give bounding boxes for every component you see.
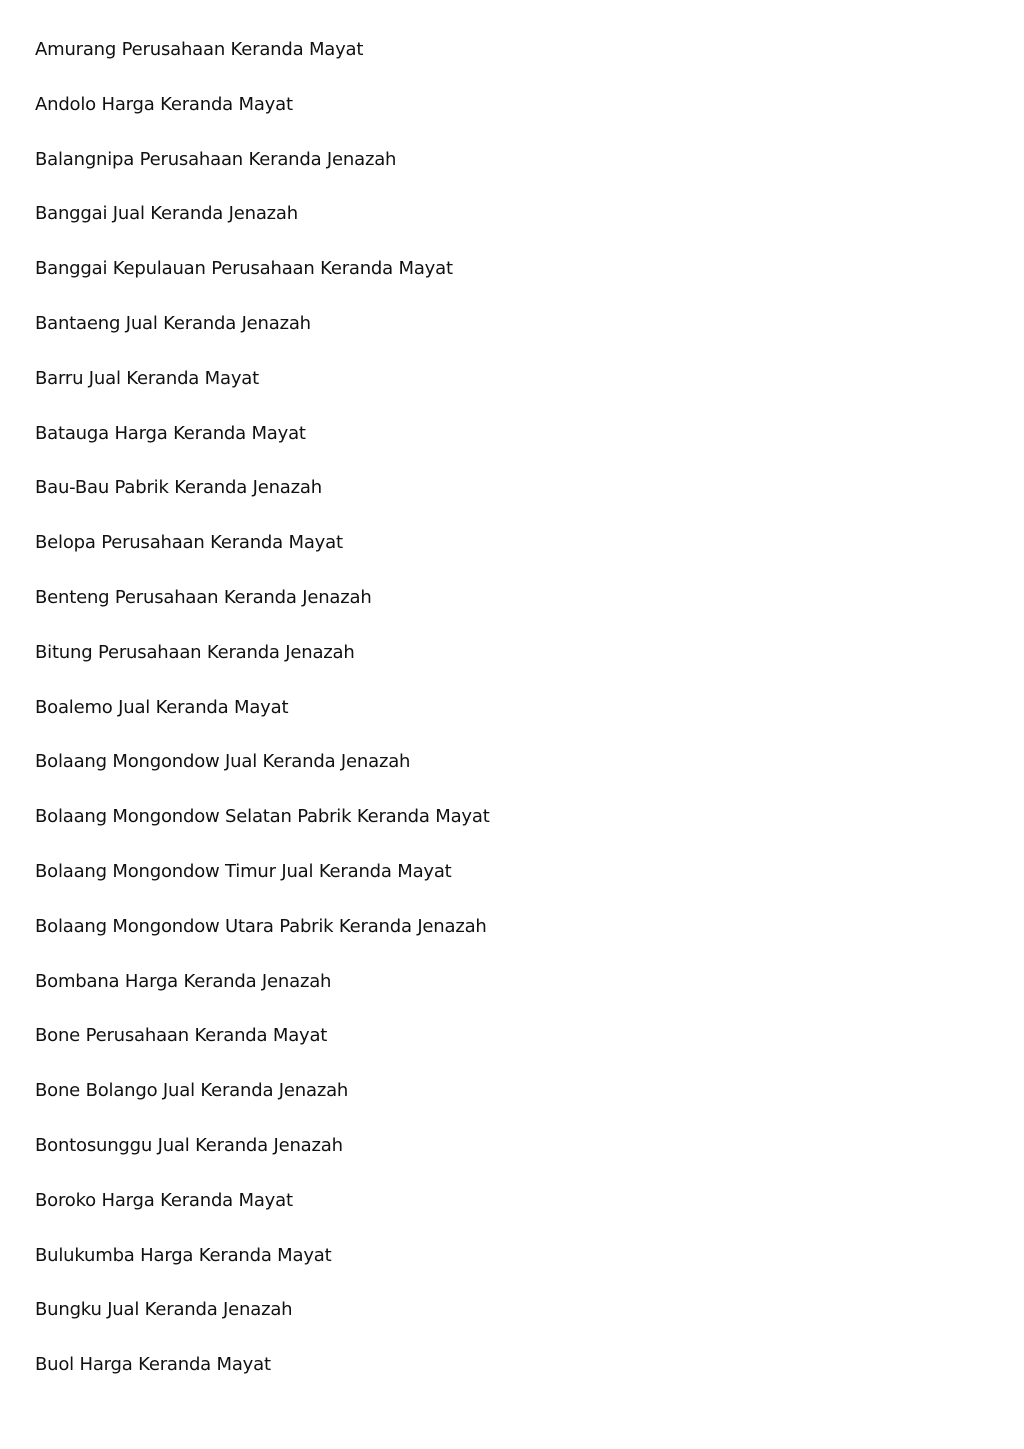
location-link[interactable]: Buol Harga Keranda Mayat [35,1354,271,1376]
list-item [35,913,490,968]
list-item [35,803,490,858]
location-link[interactable]: Boroko Harga Keranda Mayat [35,1189,293,1211]
location-link[interactable]: Bungku Jual Keranda Jenazah [35,1299,293,1321]
list-item [35,1077,490,1132]
list-item [35,365,490,420]
location-link[interactable]: Belopa Perusahaan Keranda Mayat [35,532,343,554]
list-item [35,748,490,803]
list-item [35,255,490,310]
list-item [35,1132,490,1187]
list-item [35,36,490,91]
list-item [35,639,490,694]
list-item [35,1351,490,1406]
location-link[interactable]: Bitung Perusahaan Keranda Jenazah [35,641,355,663]
location-link[interactable]: Banggai Kepulauan Perusahaan Keranda Mayat [35,258,453,280]
location-link[interactable]: Benteng Perusahaan Keranda Jenazah [35,586,372,608]
location-link[interactable]: Bolaang Mongondow Timur Jual Keranda Mayat [35,860,452,882]
location-link[interactable]: Bone Perusahaan Keranda Mayat [35,1025,328,1047]
location-link[interactable]: Bontosunggu Jual Keranda Jenazah [35,1134,343,1156]
location-link[interactable]: Bolaang Mongondow Jual Keranda Jenazah [35,751,411,773]
list-item [35,91,490,146]
location-link[interactable]: Balangnipa Perusahaan Keranda Jenazah [35,148,397,170]
location-link[interactable]: Barru Jual Keranda Mayat [35,367,259,389]
location-link[interactable]: Bolaang Mongondow Utara Pabrik Keranda Jenazah [35,915,487,937]
location-link[interactable]: Boalemo Jual Keranda Mayat [35,696,289,718]
location-link[interactable]: Bolaang Mongondow Selatan Pabrik Keranda Mayat [35,806,490,828]
list-item [35,529,490,584]
location-link[interactable]: Bantaeng Jual Keranda Jenazah [35,312,311,334]
list-item [35,584,490,639]
list-item [35,1022,490,1077]
list-item [35,1187,490,1242]
list-item [35,420,490,475]
location-link-list [35,36,490,1406]
location-link[interactable]: Andolo Harga Keranda Mayat [35,93,293,115]
list-item [35,310,490,365]
list-item [35,146,490,201]
location-link[interactable]: Amurang Perusahaan Keranda Mayat [35,39,364,60]
location-link[interactable]: Bau-Bau Pabrik Keranda Jenazah [35,477,322,499]
location-link[interactable]: Bombana Harga Keranda Jenazah [35,970,332,992]
list-item [35,200,490,255]
list-item [35,858,490,913]
location-link[interactable]: Batauga Harga Keranda Mayat [35,422,306,444]
list-item [35,694,490,749]
list-item [35,1242,490,1297]
location-link[interactable]: Bone Bolango Jual Keranda Jenazah [35,1080,349,1102]
list-item [35,474,490,529]
list-item [35,1296,490,1351]
list-item [35,968,490,1023]
location-link[interactable]: Banggai Jual Keranda Jenazah [35,203,298,225]
location-link[interactable]: Bulukumba Harga Keranda Mayat [35,1244,332,1266]
